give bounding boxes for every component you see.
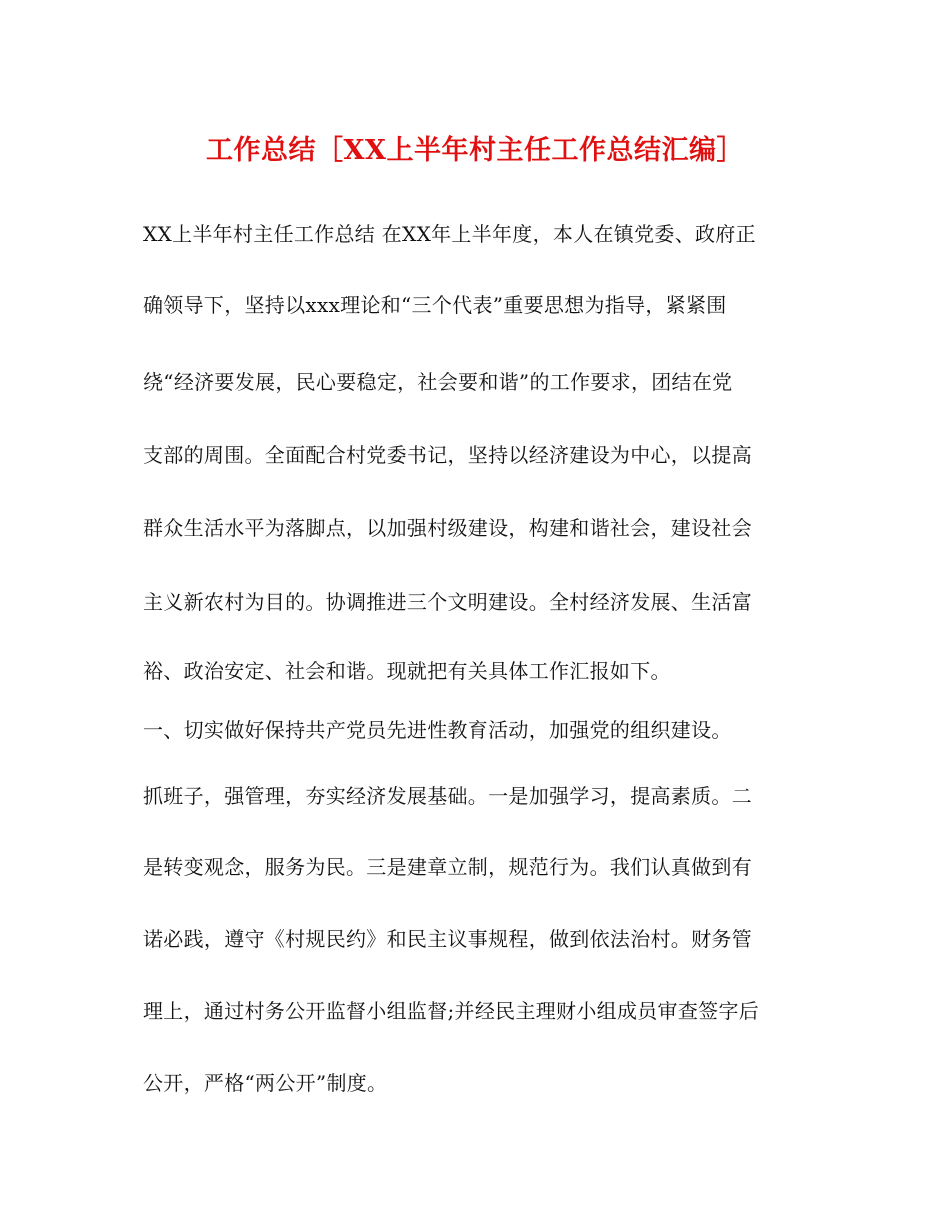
paragraph-line: 绕“经济要发展，民心要稳定，社会要和谐”的工作要求，团结在党 — [143, 370, 733, 394]
paragraph-line: 抓班子，强管理，夯实经济发展基础。一是加强学习，提高素质。二 — [143, 784, 752, 808]
document-title: 工作总结［XX上半年村主任工作总结汇编］ — [206, 135, 744, 166]
paragraph-line: 公开，严格“两公开”制度。 — [143, 1071, 388, 1095]
section-heading: 一、切实做好保持共产党员先进性教育活动，加强党的组织建设。 — [143, 718, 732, 742]
paragraph-line: 理上，通过村务公开监督小组监督;并经民主理财小组成员审查签字后 — [143, 999, 760, 1023]
paragraph-line: 是转变观念，服务为民。三是建章立制，规范行为。我们认真做到有 — [143, 855, 752, 879]
paragraph-line: XX上半年村主任工作总结 在XX年上半年度，本人在镇党委、政府正 — [143, 222, 756, 246]
paragraph-line: 确领导下，坚持以xxx理论和“三个代表”重要思想为指导，紧紧围 — [143, 293, 727, 317]
paragraph-line: 诺必践，遵守《村规民约》和民主议事规程，做到依法治村。财务管 — [143, 927, 752, 951]
paragraph-line: 支部的周围。全面配合村党委书记，坚持以经济建设为中心，以提高 — [143, 443, 752, 467]
paragraph-line: 群众生活水平为落脚点，以加强村级建设，构建和谐社会，建设社会 — [143, 516, 752, 540]
paragraph-line: 裕、政治安定、社会和谐。现就把有关具体工作汇报如下。 — [143, 659, 671, 683]
paragraph-line: 主义新农村为目的。协调推进三个文明建设。全村经济发展、生活富 — [143, 590, 752, 614]
